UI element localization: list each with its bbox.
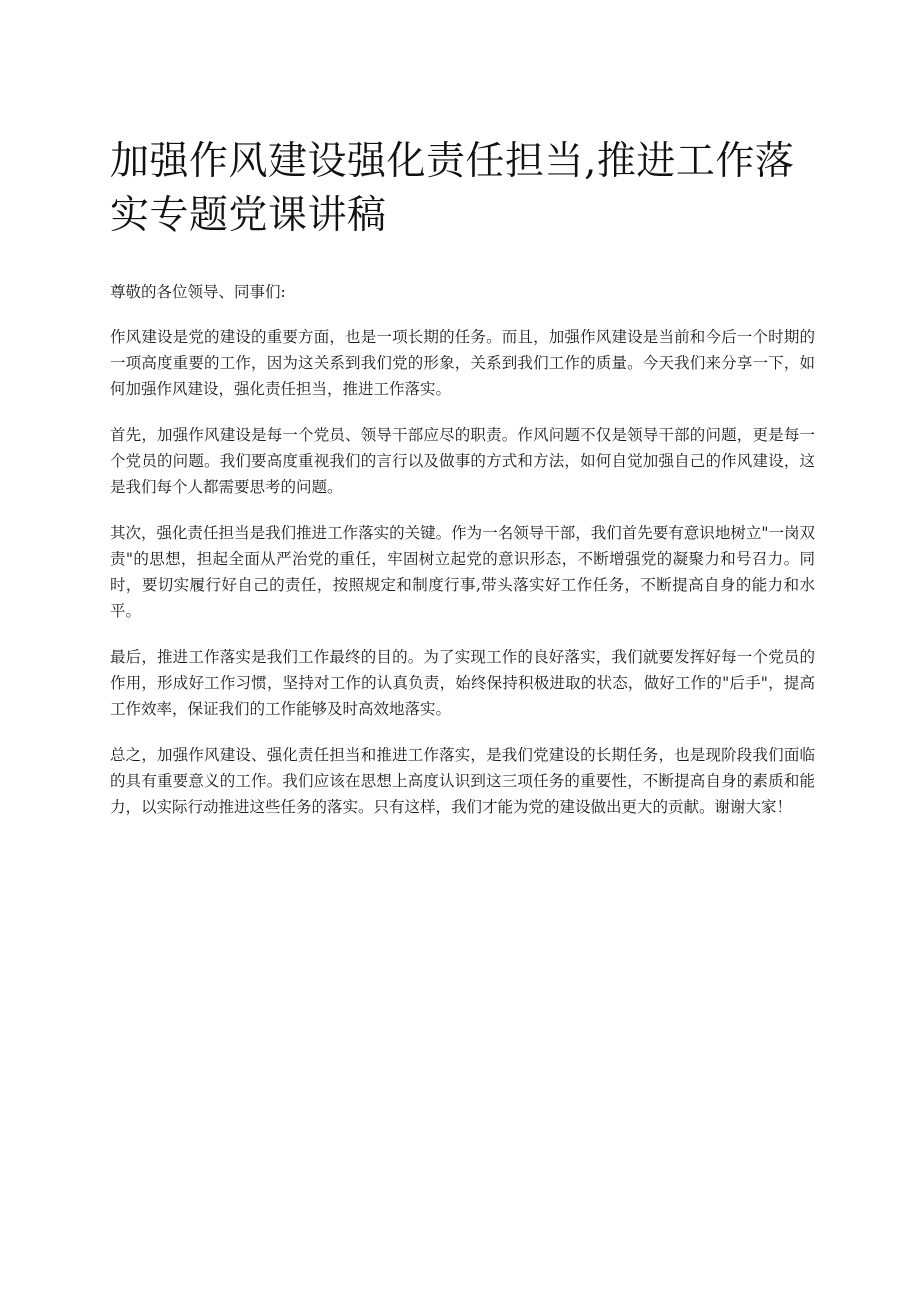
document-page (110, 135, 815, 840)
paragraph-last: 最后，推进工作落实是我们工作最终的目的。为了实现工作的良好落实，我们就要发挥好每一个党员的作用，形成好工作习惯，坚持对工作的认真负责，始终保持积极进取的状态，做好工作的"后手"，提高工作效率，保证我们的工作能够及时高效地落实。 (110, 648, 815, 718)
paragraph-first: 首先，加强作风建设是每一个党员、领导干部应尽的职责。作风问题不仅是领导干部的问题，更是每一个党员的问题。我们要高度重视我们的言行以及做事的方式和方法，如何自觉加强自己的作风建设，这是我们每个人都需要思考的问题。 (110, 426, 815, 496)
paragraph-second: 其次，强化责任担当是我们推进工作落实的关键。作为一名领导干部，我们首先要有意识地树立"一岗双责"的思想，担起全面从严治党的重任，牢固树立起党的意识形态，不断增强党的凝聚力和号召力。同时，要切实履行好自己的责任，按照规定和制度行事,带头落实好工作任务，不断提高自身的能力和水平。 (110, 524, 815, 620)
salutation: 尊敬的各位领导、同事们: (110, 283, 286, 301)
paragraph-conclusion: 总之，加强作风建设、强化责任担当和推进工作落实，是我们党建设的长期任务，也是现阶段我们面临的具有重要意义的工作。我们应该在思想上高度认识到这三项任务的重要性，不断提高自身的素质和能力，以实际行动推进这些任务的落实。只有这样，我们才能为党的建设做出更大的贡献。谢谢大家！ (110, 746, 815, 816)
document-title: 加强作风建设强化责任担当,推进工作落实专题党课讲稿 (110, 139, 795, 238)
paragraph-intro: 作风建设是党的建设的重要方面，也是一项长期的任务。而且，加强作风建设是当前和今后一个时期的一项高度重要的工作，因为这关系到我们党的形象，关系到我们工作的质量。今天我们来分享一下，如何加强作风建设，强化责任担当，推进工作落实。 (110, 328, 815, 398)
